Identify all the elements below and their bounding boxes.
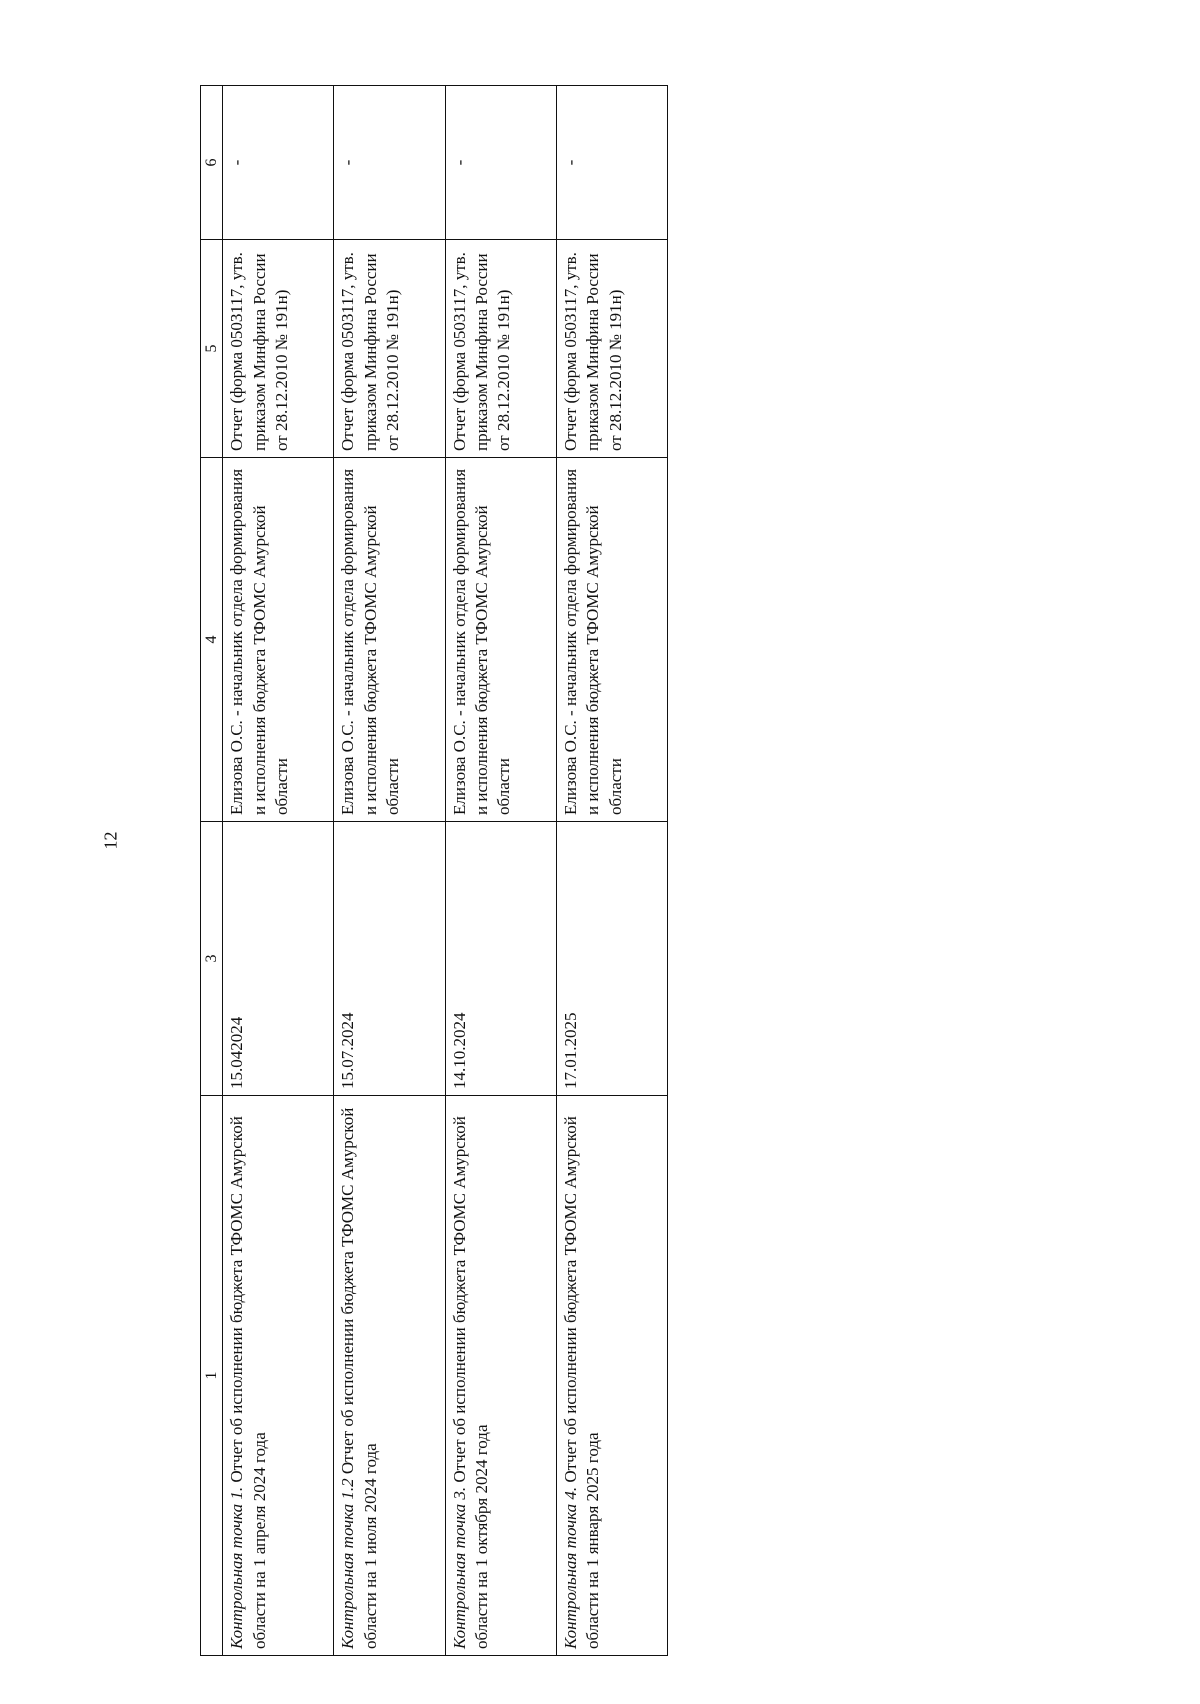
document-cell: Отчет (форма 0503117, утв. приказом Минфина России от 28.12.2010 № 191н)	[556, 240, 667, 458]
responsible-cell: Елизова О.С. - начальник отдела формирования и исполнения бюджета ТФОМС Амурской области	[223, 458, 334, 822]
control-point-description: Отчет об исполнении бюджета ТФОМС Амурской области на 1 января 2025 года	[560, 1116, 603, 1649]
note-cell: -	[445, 86, 556, 240]
control-point-description: Отчет об исполнении бюджета ТФОМС Амурской области на 1 октября 2024 года	[449, 1116, 491, 1649]
header-col-6: 6	[201, 86, 223, 240]
page-number: 12	[100, 831, 121, 850]
control-point-label: Контрольная точка 1.	[227, 1486, 247, 1649]
control-point-cell	[556, 1096, 667, 1656]
control-point-description: Отчет об исполнении бюджета ТФОМС Амурской области на 1 апреля 2024 года	[227, 1116, 269, 1649]
rotated-table-container	[200, 86, 668, 1656]
responsible-cell: Елизова О.С. - начальник отдела формирования и исполнения бюджета ТФОМС Амурской области	[334, 458, 445, 822]
header-col-3: 3	[201, 822, 223, 1096]
date-cell: 14.10.2024	[445, 822, 556, 1096]
responsible-cell: Елизова О.С. - начальник отдела формирования и исполнения бюджета ТФОМС Амурской области	[556, 458, 667, 822]
document-cell: Отчет (форма 0503117, утв. приказом Минфина России от 28.12.2010 № 191н)	[334, 240, 445, 458]
date-cell: 15.042024	[223, 822, 334, 1096]
table-row	[556, 86, 667, 1656]
table-row	[334, 86, 445, 1656]
document-cell: Отчет (форма 0503117, утв. приказом Минфина России от 28.12.2010 № 191н)	[223, 240, 334, 458]
control-point-cell	[223, 1096, 334, 1656]
header-col-5: 5	[201, 240, 223, 458]
control-points-table	[200, 85, 668, 1656]
table-header-row	[201, 86, 223, 1656]
header-col-1: 1	[201, 1096, 223, 1656]
document-cell: Отчет (форма 0503117, утв. приказом Минфина России от 28.12.2010 № 191н)	[445, 240, 556, 458]
table-row	[223, 86, 334, 1656]
note-cell: -	[334, 86, 445, 240]
header-col-4: 4	[201, 458, 223, 822]
note-cell: -	[223, 86, 334, 240]
date-cell: 15.07.2024	[334, 822, 445, 1096]
note-cell: -	[556, 86, 667, 240]
control-point-description: Отчет об исполнении бюджета ТФОМС Амурской области на 1 июля 2024 года	[338, 1107, 380, 1649]
control-point-cell	[334, 1096, 445, 1656]
table-row	[445, 86, 556, 1656]
control-point-label: Контрольная точка 1.2	[338, 1478, 358, 1649]
date-cell: 17.01.2025	[556, 822, 667, 1096]
responsible-cell: Елизова О.С. - начальник отдела формирования и исполнения бюджета ТФОМС Амурской области	[445, 458, 556, 822]
control-point-label: Контрольная точка 4.	[560, 1486, 580, 1649]
control-point-label: Контрольная точка 3.	[449, 1486, 469, 1649]
control-point-cell	[445, 1096, 556, 1656]
